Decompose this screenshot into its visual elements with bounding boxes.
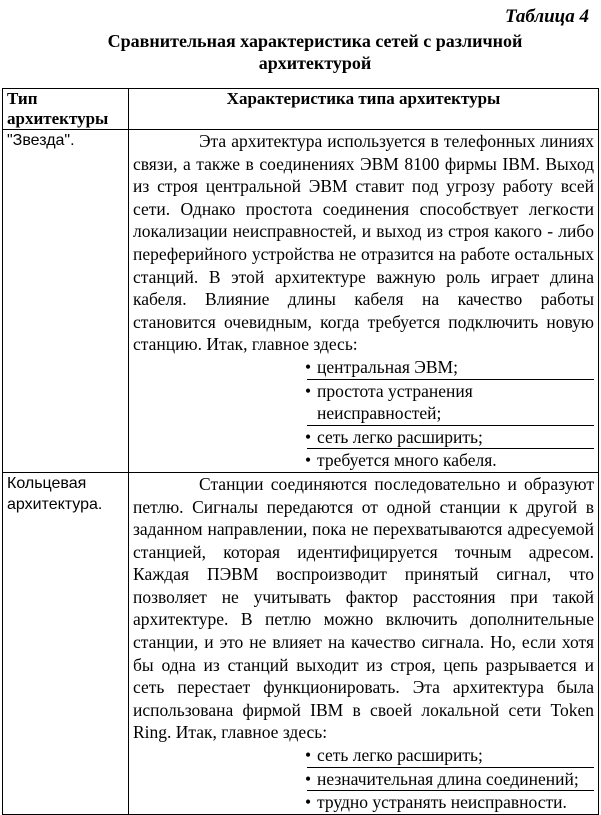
column-header-type: Тип архитектуры	[3, 89, 129, 130]
column-header-description: Характеристика типа архитектуры	[129, 89, 599, 130]
bullet-item: • трудно устранять неисправности.	[307, 791, 594, 814]
description-text: Станции соединяются последовательно и образуют петлю. Сигналы передаются от одной станции к другой в заданном направлении, пока не перехватываются адресуемой станцией, которая идентифицируется точным адресом. Каждая ПЭВМ воспроизводит принятый сигнал, что позволяет не учитывать фактор расстояния при такой архитектуре. В петлю можно включить дополнительные станции, и это не влияет на качество сигнала. Но, если хотя бы одна из станций выходит из строя, цепь разрывается и сеть перестает функционировать. Эта архитектура была использована фирмой IBM в своей локальной сети Token Ring. Итак, главное здесь:	[133, 473, 594, 743]
table-header-row	[3, 89, 599, 130]
bullet-item: • сеть легко расширить;	[307, 744, 594, 768]
bullet-item: • требуется много кабеля.	[307, 449, 594, 472]
comparison-table	[2, 88, 599, 815]
description-cell	[129, 472, 599, 814]
architecture-type-cell: "Звезда".	[3, 130, 129, 473]
architecture-type-cell: Кольцевая архитектура.	[3, 472, 129, 814]
table-number: Таблица 4	[504, 6, 589, 27]
table-row	[3, 472, 599, 814]
description-cell	[129, 130, 599, 473]
bullet-item: • центральная ЭВМ;	[307, 356, 594, 380]
table-title: Сравнительная характеристика сетей с различной архитектурой	[107, 31, 523, 73]
table-row	[3, 130, 599, 473]
description-text: Эта архитектура используется в телефонных линиях связи, а также в соединениях ЭВМ 8100 фирмы IBM. Выход из строя центральной ЭВМ ставит под угрозу работу всей сети. Однако простота соединения способствует легкости локализации неисправностей, и выход из строя какого - либо переферийного устройства не отразится на работе остальных станций. В этой архитектуре важную роль играет длина кабеля. Влияние длины кабеля на качество работы становится очевидным, когда требуется подключить новую станцию. Итак, главное здесь:	[133, 131, 594, 355]
bullet-list	[133, 744, 594, 814]
bullet-item: • простота устранения неисправностей;	[307, 380, 594, 426]
bullet-item: • сеть легко расширить;	[307, 426, 594, 450]
bullet-list	[133, 356, 594, 472]
bullet-item: • незначительная длина соединений;	[307, 768, 594, 792]
